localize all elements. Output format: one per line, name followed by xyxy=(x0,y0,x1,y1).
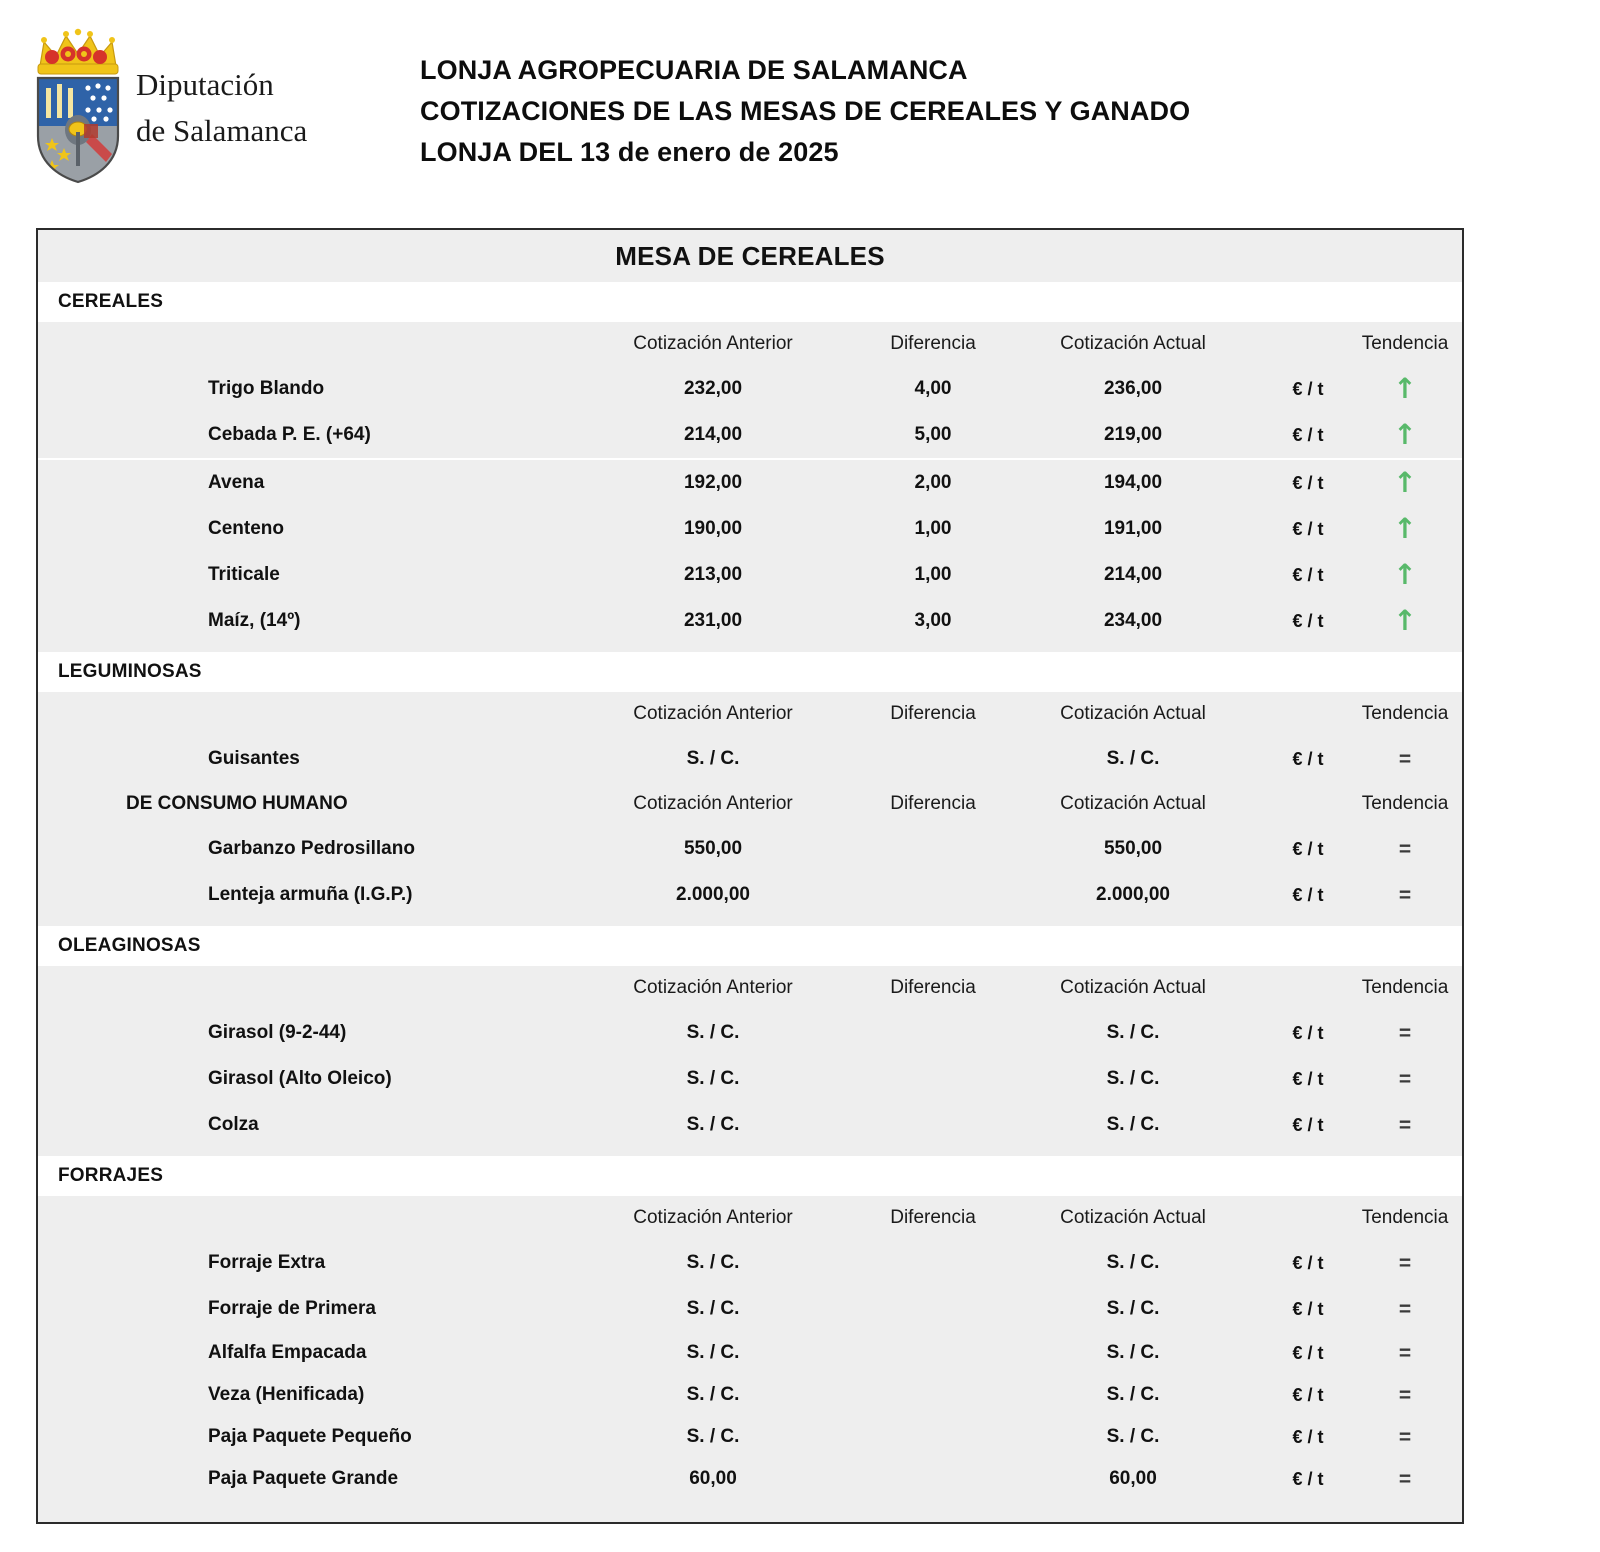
col-header-current: Cotización Actual xyxy=(1060,333,1206,354)
trend-up-icon: ↑ xyxy=(1393,558,1417,591)
col-header-current: Cotización Actual xyxy=(1060,977,1206,998)
row-difference xyxy=(838,1056,1028,1102)
trend-up-icon: ↑ xyxy=(1393,512,1417,545)
col-header-trend: Tendencia xyxy=(1361,793,1449,814)
row-previous: 190,00 xyxy=(683,518,743,539)
row-current: 234,00 xyxy=(1103,610,1163,631)
row-difference: 1,00 xyxy=(914,518,952,539)
crest-wordmark-line1: Diputación xyxy=(136,67,274,102)
row-previous: 550,00 xyxy=(683,838,743,859)
row-label: Paja Paquete Pequeño xyxy=(208,1426,412,1447)
row-label: Trigo Blando xyxy=(208,378,325,399)
title-line-3: LONJA DEL 13 de enero de 2025 xyxy=(420,137,839,167)
trend-equal-icon: = xyxy=(1398,747,1412,771)
row-unit: € / t xyxy=(1292,884,1324,905)
row-label: Girasol (Alto Oleico) xyxy=(208,1068,392,1089)
row-previous: 213,00 xyxy=(683,564,743,585)
col-header-difference: Diferencia xyxy=(890,1207,976,1228)
row-unit: € / t xyxy=(1292,838,1324,859)
row-unit: € / t xyxy=(1292,1342,1324,1363)
row-current: S. / C. xyxy=(1106,1022,1160,1043)
col-header-current: Cotización Actual xyxy=(1060,703,1206,724)
table-row xyxy=(38,872,1462,918)
row-previous: S. / C. xyxy=(686,1022,740,1043)
table-row xyxy=(38,552,1462,598)
table-row xyxy=(38,1416,1462,1458)
trend-equal-icon: = xyxy=(1398,1383,1412,1407)
page-title xyxy=(420,50,1420,173)
row-label: Girasol (9-2-44) xyxy=(208,1022,347,1043)
row-previous: S. / C. xyxy=(686,1342,740,1363)
row-current: S. / C. xyxy=(1106,1426,1160,1447)
table-row xyxy=(38,1010,1462,1056)
row-difference xyxy=(838,1010,1028,1056)
section-header-leguminosas: LEGUMINOSAS xyxy=(38,652,1462,692)
row-current: 550,00 xyxy=(1103,838,1163,859)
row-previous: S. / C. xyxy=(686,1068,740,1089)
row-difference: 3,00 xyxy=(914,610,952,631)
row-difference xyxy=(838,1458,1028,1500)
row-difference xyxy=(838,736,1028,782)
col-header-difference: Diferencia xyxy=(890,977,976,998)
row-previous: 231,00 xyxy=(683,610,743,631)
row-current: 2.000,00 xyxy=(1096,884,1170,905)
col-header-trend: Tendencia xyxy=(1361,977,1449,998)
trend-equal-icon: = xyxy=(1398,1113,1412,1137)
row-difference: 4,00 xyxy=(914,378,952,399)
section-body-leguminosas xyxy=(38,692,1462,926)
row-unit: € / t xyxy=(1292,1468,1324,1489)
table-row xyxy=(38,1458,1462,1500)
trend-equal-icon: = xyxy=(1398,1021,1412,1045)
row-current: S. / C. xyxy=(1106,1384,1160,1405)
row-current: 194,00 xyxy=(1103,472,1163,493)
row-label: Avena xyxy=(208,472,265,493)
row-current: 191,00 xyxy=(1103,518,1163,539)
section-body-oleaginosas xyxy=(38,966,1462,1156)
row-previous: S. / C. xyxy=(686,1384,740,1405)
row-unit: € / t xyxy=(1292,1022,1324,1043)
row-label: Alfalfa Empacada xyxy=(208,1342,367,1363)
row-current: S. / C. xyxy=(1106,1298,1160,1319)
row-difference xyxy=(838,1102,1028,1148)
column-header-row xyxy=(38,1196,1462,1240)
row-unit: € / t xyxy=(1292,378,1324,399)
table-row xyxy=(38,1374,1462,1416)
table-row xyxy=(38,366,1462,412)
row-spacer xyxy=(38,1500,1462,1522)
col-header-difference: Diferencia xyxy=(890,703,976,724)
col-header-previous: Cotización Anterior xyxy=(633,333,793,354)
table-row xyxy=(38,1240,1462,1286)
subsection-header-row xyxy=(38,782,1462,826)
row-label: Forraje Extra xyxy=(208,1252,326,1273)
col-header-previous: Cotización Anterior xyxy=(633,977,793,998)
row-label: Garbanzo Pedrosillano xyxy=(208,838,415,859)
col-header-current: Cotización Actual xyxy=(1060,1207,1206,1228)
column-header-row xyxy=(38,966,1462,1010)
crest-wordmark-line2: de Salamanca xyxy=(136,113,308,148)
row-unit: € / t xyxy=(1292,472,1324,493)
row-label: Colza xyxy=(208,1114,259,1135)
row-label: Paja Paquete Grande xyxy=(208,1468,399,1489)
table-row xyxy=(38,1286,1462,1332)
row-unit: € / t xyxy=(1292,610,1324,631)
row-previous: S. / C. xyxy=(686,1252,740,1273)
row-previous: 232,00 xyxy=(683,378,743,399)
row-current: S. / C. xyxy=(1106,748,1160,769)
table-row xyxy=(38,412,1462,458)
row-previous: 214,00 xyxy=(683,424,743,445)
row-label: Maíz, (14º) xyxy=(208,610,301,631)
section-header-cereales: CEREALES xyxy=(38,282,1462,322)
row-unit: € / t xyxy=(1292,1068,1324,1089)
table-row xyxy=(38,598,1462,644)
row-previous: S. / C. xyxy=(686,1114,740,1135)
row-unit: € / t xyxy=(1292,1252,1324,1273)
row-label: Triticale xyxy=(208,564,280,585)
row-unit: € / t xyxy=(1292,1298,1324,1319)
cotizaciones-table xyxy=(36,228,1464,1524)
trend-up-icon: ↑ xyxy=(1393,418,1417,451)
row-difference xyxy=(838,1416,1028,1458)
section-body-forrajes xyxy=(38,1196,1462,1522)
col-header-current: Cotización Actual xyxy=(1060,793,1206,814)
row-difference xyxy=(838,826,1028,872)
col-header-previous: Cotización Anterior xyxy=(633,1207,793,1228)
row-label: Lenteja armuña (I.G.P.) xyxy=(208,884,413,905)
row-previous: 60,00 xyxy=(689,1468,737,1489)
row-label: Cebada P. E. (+64) xyxy=(208,424,371,445)
row-current: S. / C. xyxy=(1106,1114,1160,1135)
table-row xyxy=(38,506,1462,552)
row-previous: 192,00 xyxy=(683,472,743,493)
col-header-previous: Cotización Anterior xyxy=(633,703,793,724)
row-difference xyxy=(838,1374,1028,1416)
col-header-difference: Diferencia xyxy=(890,793,976,814)
row-label: Guisantes xyxy=(208,748,300,769)
row-unit: € / t xyxy=(1292,424,1324,445)
row-spacer xyxy=(38,918,1462,926)
row-current: 214,00 xyxy=(1103,564,1163,585)
table-row xyxy=(38,736,1462,782)
mesa-title: MESA DE CEREALES xyxy=(38,230,1462,282)
row-unit: € / t xyxy=(1292,518,1324,539)
row-spacer xyxy=(38,1148,1462,1156)
trend-equal-icon: = xyxy=(1398,1251,1412,1275)
col-header-trend: Tendencia xyxy=(1361,1207,1449,1228)
section-header-forrajes: FORRAJES xyxy=(38,1156,1462,1196)
trend-equal-icon: = xyxy=(1398,1425,1412,1449)
row-label: Veza (Henificada) xyxy=(208,1384,365,1405)
trend-equal-icon: = xyxy=(1398,1297,1412,1321)
row-label: Centeno xyxy=(208,518,284,539)
row-difference: 2,00 xyxy=(914,472,952,493)
diputacion-crest-icon xyxy=(26,26,130,186)
title-line-1: LONJA AGROPECUARIA DE SALAMANCA xyxy=(420,55,968,85)
trend-equal-icon: = xyxy=(1398,1067,1412,1091)
row-difference: 5,00 xyxy=(914,424,952,445)
row-difference: 1,00 xyxy=(914,564,952,585)
section-body-cereales xyxy=(38,322,1462,652)
title-line-2: COTIZACIONES DE LAS MESAS DE CEREALES Y GANADO xyxy=(420,96,1191,126)
row-unit: € / t xyxy=(1292,748,1324,769)
row-difference xyxy=(838,1332,1028,1374)
section-header-oleaginosas: OLEAGINOSAS xyxy=(38,926,1462,966)
table-row xyxy=(38,1102,1462,1148)
col-header-trend: Tendencia xyxy=(1361,333,1449,354)
trend-equal-icon: = xyxy=(1398,837,1412,861)
row-current: 60,00 xyxy=(1109,1468,1157,1489)
row-current: S. / C. xyxy=(1106,1252,1160,1273)
row-difference xyxy=(838,872,1028,918)
table-row xyxy=(38,1056,1462,1102)
row-difference xyxy=(838,1286,1028,1332)
table-row xyxy=(38,458,1462,506)
row-previous: S. / C. xyxy=(686,1298,740,1319)
row-spacer xyxy=(38,644,1462,652)
row-label: Forraje de Primera xyxy=(208,1298,376,1319)
column-header-row xyxy=(38,692,1462,736)
col-header-previous: Cotización Anterior xyxy=(633,793,793,814)
row-current: S. / C. xyxy=(1106,1342,1160,1363)
table-row xyxy=(38,1332,1462,1374)
subsection-label: DE CONSUMO HUMANO xyxy=(126,793,348,814)
row-unit: € / t xyxy=(1292,564,1324,585)
page-header xyxy=(0,0,1600,210)
col-header-difference: Diferencia xyxy=(890,333,976,354)
row-current: 236,00 xyxy=(1103,378,1163,399)
trend-up-icon: ↑ xyxy=(1393,604,1417,637)
row-unit: € / t xyxy=(1292,1384,1324,1405)
column-header-row xyxy=(38,322,1462,366)
col-header-trend: Tendencia xyxy=(1361,703,1449,724)
trend-equal-icon: = xyxy=(1398,1467,1412,1491)
table-row xyxy=(38,826,1462,872)
row-previous: S. / C. xyxy=(686,748,740,769)
crest-wordmark xyxy=(136,62,376,154)
trend-equal-icon: = xyxy=(1398,883,1412,907)
trend-up-icon: ↑ xyxy=(1393,466,1417,499)
trend-up-icon: ↑ xyxy=(1393,372,1417,405)
row-current: 219,00 xyxy=(1103,424,1163,445)
row-previous: 2.000,00 xyxy=(676,884,750,905)
row-unit: € / t xyxy=(1292,1426,1324,1447)
row-difference xyxy=(838,1240,1028,1286)
row-unit: € / t xyxy=(1292,1114,1324,1135)
trend-equal-icon: = xyxy=(1398,1341,1412,1365)
row-current: S. / C. xyxy=(1106,1068,1160,1089)
row-previous: S. / C. xyxy=(686,1426,740,1447)
